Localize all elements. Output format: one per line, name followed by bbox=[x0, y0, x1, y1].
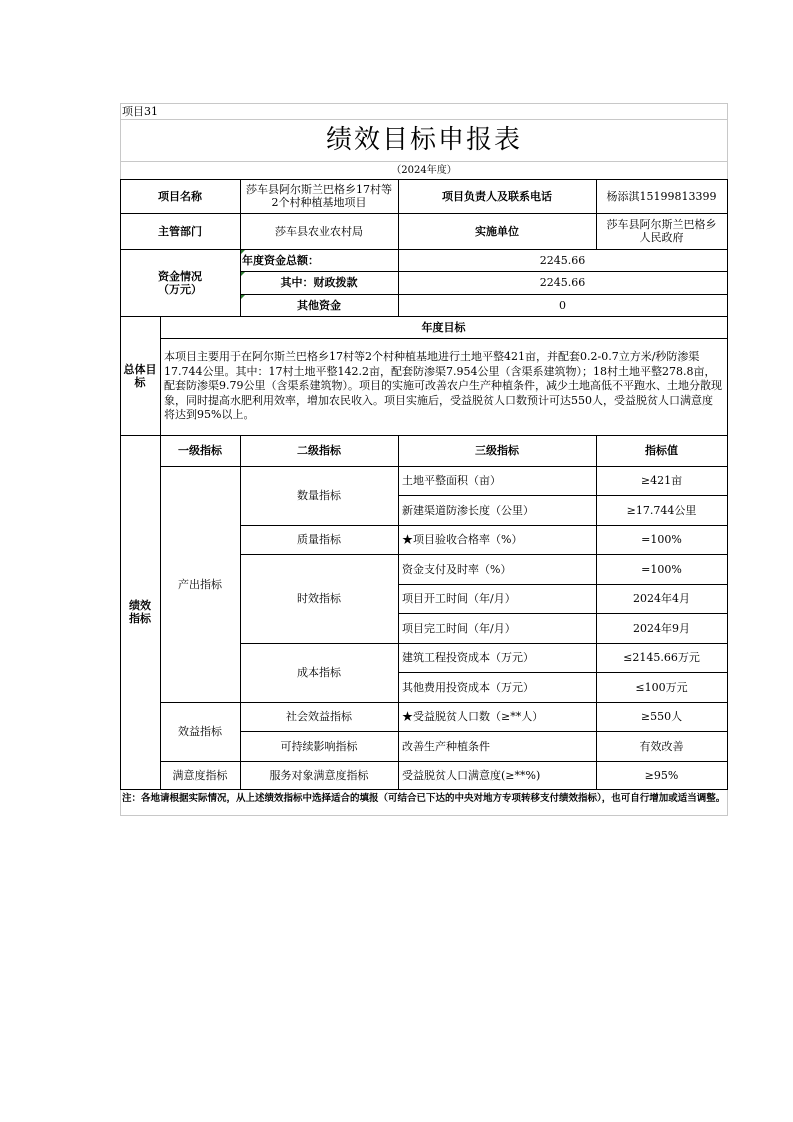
fund-other-value: 0 bbox=[559, 298, 566, 312]
implementing-unit-value: 莎车县阿尔斯兰巴格乡人民政府 bbox=[606, 218, 717, 244]
indicator-value: ≤2145.66万元 bbox=[623, 651, 700, 664]
indicator-value: ≤100万元 bbox=[635, 680, 688, 694]
header-level3: 三级指标 bbox=[475, 444, 519, 457]
indicator-value: =100% bbox=[641, 533, 682, 546]
indicator-name: ★受益脱贫人口数（≥**人） bbox=[402, 710, 544, 723]
indicator-name: 其他费用投资成本（万元） bbox=[402, 680, 534, 694]
level2-quantity: 数量指标 bbox=[297, 489, 341, 502]
indicator-value: ≥95% bbox=[644, 768, 679, 782]
indicator-name: 项目开工时间（年/月） bbox=[402, 592, 516, 605]
indicator-value: 2024年9月 bbox=[633, 621, 690, 635]
department-label: 主管部门 bbox=[158, 224, 202, 238]
level1-benefit: 效益指标 bbox=[178, 725, 222, 738]
level1-output: 产出指标 bbox=[178, 577, 222, 591]
header-level1: 一级指标 bbox=[178, 444, 222, 457]
project-leader-label: 项目负责人及联系电话 bbox=[442, 189, 552, 203]
indicator-name: 资金支付及时率（%） bbox=[402, 562, 512, 576]
fund-other-label: 其他资金 bbox=[297, 298, 341, 312]
annual-goal-header: 年度目标 bbox=[421, 320, 466, 334]
level2-social-benefit: 社会效益指标 bbox=[286, 710, 352, 723]
level2-timeliness: 时效指标 bbox=[297, 592, 341, 605]
footnote: 注：各地请根据实际情况，从上述绩效指标中选择适合的填报（可结合已下达的中央对地方专项转移支付绩效指标），也可自行增加或适当调整。 bbox=[122, 793, 726, 804]
indicator-value: ≥550人 bbox=[640, 710, 683, 723]
header-level2: 二级指标 bbox=[297, 444, 341, 457]
indicator-value: ≥421亩 bbox=[640, 474, 683, 487]
department-value: 莎车县农业农村局 bbox=[275, 224, 363, 238]
overall-goal-label: 总体目标 bbox=[123, 362, 157, 389]
fund-total-value: 2245.66 bbox=[539, 253, 586, 267]
project-name-value: 莎车县阿尔斯兰巴格乡17村等2个村种植基地项目 bbox=[246, 183, 392, 209]
level2-cost: 成本指标 bbox=[297, 666, 341, 679]
fund-label: 资金情况 （万元） bbox=[158, 269, 202, 296]
performance-indicators-label: 绩效指标 bbox=[129, 599, 151, 625]
level2-service-satisfaction: 服务对象满意度指标 bbox=[269, 768, 369, 782]
implementing-unit-label: 实施单位 bbox=[475, 224, 519, 238]
fund-fiscal-value: 2245.66 bbox=[539, 276, 586, 289]
fund-fiscal-label: 其中：财政拨款 bbox=[280, 276, 358, 289]
indicator-name: ★项目验收合格率（%） bbox=[402, 533, 523, 546]
level1-satisfaction: 满意度指标 bbox=[172, 768, 228, 782]
indicator-name: 新建渠道防渗长度（公里） bbox=[402, 503, 534, 517]
project-name-label: 项目名称 bbox=[158, 189, 202, 203]
indicator-name: 土地平整面积（亩） bbox=[402, 474, 501, 487]
project-leader-value: 杨添淇15199813399 bbox=[606, 189, 717, 203]
indicator-name: 改善生产种植条件 bbox=[402, 739, 490, 753]
indicator-value: 2024年4月 bbox=[633, 592, 690, 605]
annual-goal-text: 本项目主要用于在阿尔斯兰巴格乡17村等2个村种植基地进行土地平整421亩，并配套0.2-0.7立方米/秒防渗渠17.744公里。其中：17村土地平整142.2亩，配套防渗渠7.954公里（含渠系建筑物）；18村土地平整278.8亩，配套防渗渠9.79公里（含渠系建筑物）。项目的实施可改善农户生产种植条件，减少土地高低不平跑水、土地分散现象，同时提高水肥利用效率，增加农民收入。项目实施后，受益脱贫人口数预计可达550人，受益脱贫人口满意度将达到95%以上。 bbox=[164, 350, 722, 421]
indicator-name: 受益脱贫人口满意度(≥**%) bbox=[402, 768, 541, 782]
indicator-name: 项目完工时间（年/月） bbox=[402, 621, 516, 635]
indicator-value: 有效改善 bbox=[639, 739, 684, 753]
header-value: 指标值 bbox=[645, 444, 678, 457]
indicator-value: =100% bbox=[641, 562, 682, 576]
page-title: 绩效目标申报表 bbox=[325, 124, 522, 155]
fund-total-label: 年度资金总额： bbox=[242, 253, 319, 267]
report-year: （2024年度） bbox=[391, 164, 457, 176]
level2-quality: 质量指标 bbox=[297, 533, 341, 546]
indicator-name: 建筑工程投资成本（万元） bbox=[402, 651, 534, 664]
indicator-value: ≥17.744公里 bbox=[626, 503, 697, 517]
item-number: 项目31 bbox=[122, 104, 158, 118]
level2-sustainable-impact: 可持续影响指标 bbox=[280, 739, 358, 753]
